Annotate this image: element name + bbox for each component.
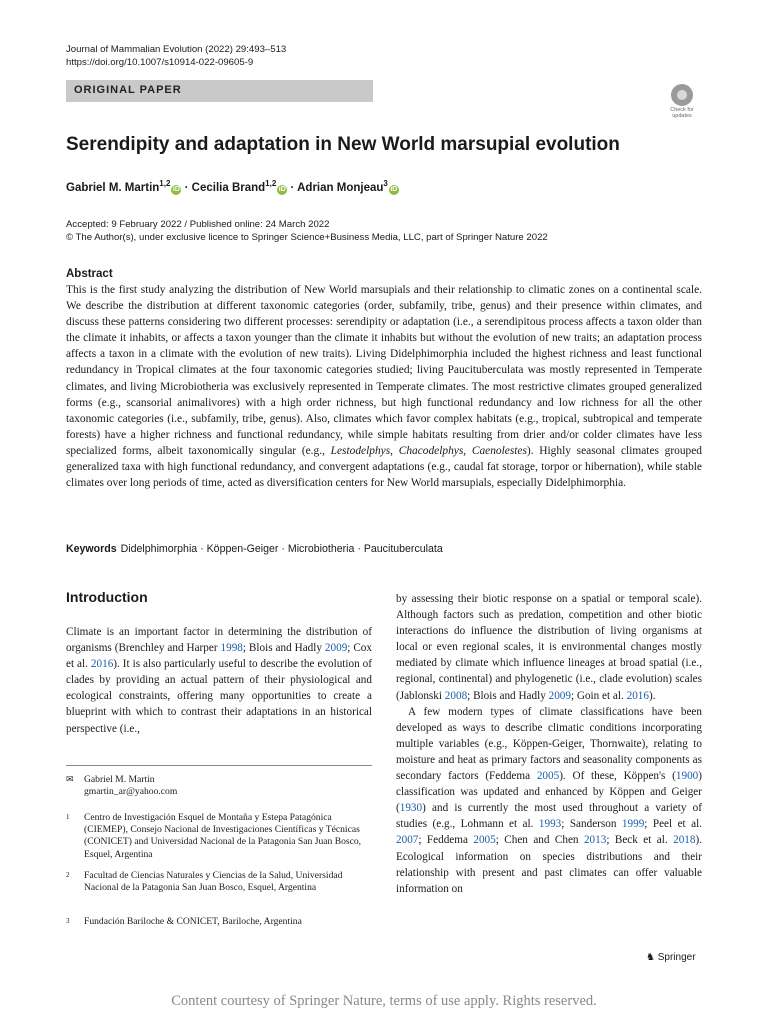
citation-link[interactable]: 2013 bbox=[583, 834, 607, 847]
body-text: A few modern types of climate classifications have been developed as ways to describe climatic conditions incorporating multiple variables (e.g., Köppen-Geiger, Thornwaite), relating to moisture and heat as primary factors and seasonality components as secondary factors (Feddema bbox=[396, 705, 702, 783]
orcid-icon[interactable]: iD bbox=[278, 185, 286, 193]
check-updates-label: Check for updates bbox=[670, 107, 694, 119]
orcid-icon[interactable]: iD bbox=[390, 185, 398, 193]
author-separator: · bbox=[184, 181, 189, 194]
affiliation-1 bbox=[66, 812, 366, 861]
body-text: ). It is also particularly useful to describe the evolution of clades by providing an actual pattern of their physiological and ecological constraints, offering many opportunities to create a blueprint with which to contrast their adaptations in an historical perspective (i.e., bbox=[66, 658, 372, 735]
intro-paragraph bbox=[396, 591, 702, 704]
citation-link[interactable]: 1999 bbox=[621, 818, 645, 831]
affiliation-3 bbox=[66, 916, 366, 928]
journal-header bbox=[66, 43, 286, 69]
courtesy-notice: Content courtesy of Springer Nature, terms of use apply. Rights reserved. bbox=[171, 993, 597, 1009]
author-list bbox=[66, 179, 399, 195]
citation-link[interactable]: 1993 bbox=[538, 818, 562, 831]
citation-link[interactable]: 2016 bbox=[90, 658, 114, 671]
citation-link[interactable]: 2005 bbox=[536, 770, 560, 783]
publication-dates bbox=[66, 218, 548, 244]
orcid-icon[interactable]: iD bbox=[172, 185, 180, 193]
body-text: ; Feddema bbox=[418, 834, 474, 847]
affiliation-number: 1 bbox=[66, 813, 70, 821]
check-updates-icon bbox=[671, 84, 693, 106]
intro-paragraph-left bbox=[66, 624, 372, 737]
corresponding-author bbox=[66, 773, 177, 798]
intro-right-column bbox=[396, 591, 702, 897]
body-text: ; Goin et al. bbox=[570, 689, 627, 702]
body-text: ) and is currently the most used throughout a variety of studies (e.g., Lohmann et al. bbox=[396, 802, 702, 831]
abstract-body bbox=[66, 282, 702, 491]
copyright-line: © The Author(s), under exclusive licence to Springer Science+Business Media, LLC, part of Springer Nature 2022 bbox=[66, 232, 548, 243]
taxon-name: Lestodelphys bbox=[330, 444, 391, 457]
citation-link[interactable]: 2005 bbox=[473, 834, 496, 847]
introduction-heading: Introduction bbox=[66, 589, 148, 605]
citation-link[interactable]: 2018 bbox=[673, 834, 696, 847]
citation-link[interactable]: 1900 bbox=[675, 770, 699, 783]
envelope-icon: ✉ bbox=[66, 774, 74, 784]
citation-link[interactable]: 1930 bbox=[399, 802, 423, 815]
keywords-list: Didelphimorphia · Köppen-Geiger · Microbiotheria · Paucituberculata bbox=[120, 543, 443, 555]
citation-link[interactable]: 2009 bbox=[324, 642, 348, 655]
body-text: ; Blois and Hadly bbox=[467, 689, 549, 702]
body-text: ; Beck et al. bbox=[606, 834, 674, 847]
accepted-date: Accepted: 9 February 2022 bbox=[66, 219, 182, 230]
body-text: ; Sanderson bbox=[561, 818, 622, 831]
author-affiliation: 1,2 bbox=[159, 179, 171, 188]
abstract-text-1: This is the first study analyzing the distribution of New World marsupials and their relationship to climatic zones on a continental scale. We describe the distribution at different taxonomic categories (order, subfamily, tribe, genus) and their presence within climates, and discuss these patterns considering two different processes: serendipity or adaptation (i.e., a serendipitous process affects a taxon older than the climate it inhabits, or affects a taxon younger than the climate it inhabits but without the evolution of new traits; an adaptation process affects a taxon in a climate with the evolution of new traits). Living Didelphimorphia included the highest richness and least functional redundancy in Tropical climates at the four taxonomic categories studied; living Paucituberculata was mostly represented in Temperate climates, and living Microbiotheria was exclusively represented in Temperate climates. The most restrictive climates grouped generalized forms (e.g., scansorial animalivores) with a high order richness, but high functional redundancy and low richness for all the other taxonomic categories (i.e., subfamily, tribe, genus). Also, climates which favor complex habitats (e.g., tropical, subtropical and temperate forests) have a higher richness and functional redundancy, while simple habitats resulting from drier and/or colder climates have less specialized forms, albeit taxonomically singular (e.g., bbox=[66, 284, 702, 457]
citation-link[interactable]: 2016 bbox=[626, 689, 649, 702]
body-text: ) classification was updated and enhanced by Köppen and Geiger ( bbox=[396, 770, 702, 815]
body-text: ; Chen and Chen bbox=[495, 834, 584, 847]
publisher-logo bbox=[646, 952, 696, 963]
intro-paragraph bbox=[396, 704, 702, 897]
body-text: ). Of these, Köppen's ( bbox=[559, 770, 676, 783]
author-separator: · bbox=[290, 181, 295, 194]
body-text: ; Peel et al. bbox=[644, 818, 702, 831]
author-affiliation: 3 bbox=[383, 179, 388, 188]
abstract-text-2: ). Highly seasonal climates grouped generalized taxa with high functional redundancy, and convergent adaptations (e.g., caudal fat storage, torpor or hibernation), while stable climates over long periods of time, acted as diversification centers for New World marsupials, especially Didelphimorphia. bbox=[66, 444, 702, 490]
doi-link[interactable]: https://doi.org/10.1007/s10914-022-09605-9 bbox=[66, 57, 254, 68]
citation-link[interactable]: 2007 bbox=[396, 834, 419, 847]
paper-title: Serendipity and adaptation in New World marsupial evolution bbox=[66, 134, 620, 155]
footnote-divider bbox=[66, 765, 372, 766]
published-date: / Published online: 24 March 2022 bbox=[184, 219, 330, 230]
keywords bbox=[66, 543, 443, 555]
affiliation-2 bbox=[66, 870, 366, 894]
publisher-name: Springer bbox=[657, 952, 696, 963]
body-text: ; Cox et al. bbox=[66, 642, 372, 671]
body-text: by assessing their biotic response on a spatial or temporal scale). Although factors such as predation, competition and other biotic interactions do influence the distribution of living organisms at local or even regional scales, it is environmental changes mostly mediated by climate which influence lineages at broad spatial (i.e., regional, continental) and phylogenetic (i.e., clade evolution) scales (Jablonski bbox=[396, 593, 702, 702]
author-affiliation: 1,2 bbox=[265, 179, 277, 188]
affiliation-text: Centro de Investigación Esquel de Montaña y Estepa Patagónica (CIEMEP), Consejo Nacional de Investigaciones Científicas y Técnicas (CONICET) and Universidad Nacional de la Patagonia San Juan Bosco, Esquel, Argentina bbox=[84, 812, 362, 860]
body-text: ). bbox=[648, 689, 656, 702]
taxon-name: Caenolestes bbox=[471, 444, 527, 457]
citation-link[interactable]: 1998 bbox=[220, 642, 243, 655]
contact-name: Gabriel M. Martin bbox=[84, 774, 155, 785]
contact-email[interactable]: gmartin_ar@yahoo.com bbox=[84, 786, 178, 798]
citation-link[interactable]: 2008 bbox=[444, 689, 468, 702]
body-text: ). Ecological information on species distributions and their relationship with present and past climates can offer valuable information on bbox=[396, 834, 702, 895]
keywords-label: Keywords bbox=[66, 543, 117, 555]
citation-link[interactable]: 2009 bbox=[548, 689, 571, 702]
affiliation-number: 3 bbox=[66, 917, 70, 925]
check-for-updates-badge[interactable] bbox=[664, 84, 700, 124]
journal-citation: Journal of Mammalian Evolution (2022) 29:493–513 bbox=[66, 44, 287, 55]
affiliation-number: 2 bbox=[66, 871, 70, 879]
abstract-sep: , bbox=[463, 444, 472, 457]
section-label: ORIGINAL PAPER bbox=[74, 84, 182, 96]
affiliation-text: Facultad de Ciencias Naturales y Ciencias de la Salud, Universidad Nacional de la Patagonia San Juan Bosco, Esquel, Argentina bbox=[84, 870, 343, 894]
affiliation-text: Fundación Bariloche & CONICET, Bariloche, Argentina bbox=[84, 916, 302, 927]
abstract-heading: Abstract bbox=[66, 268, 113, 280]
abstract-sep: , bbox=[390, 444, 399, 457]
body-text: ; Blois and Hadly bbox=[242, 642, 325, 655]
author-name[interactable]: Gabriel M. Martin bbox=[66, 181, 160, 194]
springer-horse-icon: ♞ bbox=[646, 952, 655, 963]
author-name[interactable]: Adrian Monjeau bbox=[297, 181, 384, 194]
taxon-name: Chacodelphys bbox=[398, 444, 464, 457]
author-name[interactable]: Cecilia Brand bbox=[191, 181, 266, 194]
body-text: Climate is an important factor in determining the distribution of organisms (Brenchley and Harper bbox=[66, 626, 372, 655]
